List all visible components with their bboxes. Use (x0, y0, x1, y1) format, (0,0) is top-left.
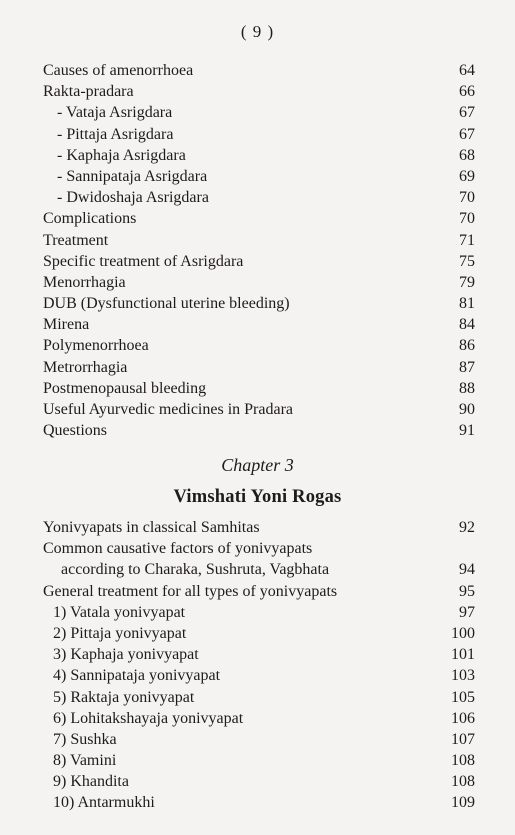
toc-entry-title: Polymenorrhoea (43, 337, 149, 355)
toc-entry-page-number: 106 (451, 709, 475, 727)
toc-entry (43, 729, 475, 750)
toc-entry-title: 10) Antarmukhi (53, 794, 155, 812)
toc-entry-page-number: 103 (451, 667, 475, 685)
toc-entry (43, 559, 475, 580)
toc-entry (43, 581, 475, 602)
toc-entry (43, 187, 475, 208)
table-of-contents-section-2 (43, 517, 475, 814)
toc-entry-page-number: 81 (459, 295, 475, 313)
toc-entry-title: Postmenopausal bleeding (43, 379, 207, 397)
toc-entry-page-number: 71 (459, 231, 475, 249)
toc-entry-title: Common causative factors of yonivyapats (43, 540, 313, 558)
toc-entry (43, 60, 475, 81)
toc-entry (43, 602, 475, 623)
toc-entry-page-number: 91 (459, 422, 475, 440)
toc-entry-title: - Sannipataja Asrigdara (57, 167, 208, 185)
toc-entry-page-number: 84 (459, 316, 475, 334)
toc-entry-page-number: 107 (451, 730, 475, 748)
toc-entry (43, 208, 475, 229)
toc-entry-title: 9) Khandita (53, 773, 129, 791)
toc-entry-title: Questions (43, 422, 107, 440)
toc-entry (43, 81, 475, 102)
toc-entry (43, 399, 475, 420)
toc-entry-page-number: 70 (459, 210, 475, 228)
toc-entry (43, 145, 475, 166)
toc-entry-title: Rakta-pradara (43, 83, 134, 101)
toc-entry (43, 792, 475, 813)
toc-entry-page-number: 90 (459, 401, 475, 418)
toc-entry-title: 5) Raktaja yonivyapat (53, 688, 195, 706)
toc-entry-page-number: 67 (459, 104, 475, 122)
toc-entry (43, 166, 475, 187)
toc-entry-page-number: 94 (459, 561, 475, 579)
toc-entry (43, 644, 475, 665)
toc-entry-page-number: 108 (451, 752, 475, 770)
toc-entry-title: - Pittaja Asrigdara (57, 125, 174, 143)
toc-entry (43, 538, 475, 559)
toc-entry-page-number: 88 (459, 379, 475, 397)
toc-entry-page-number: 100 (451, 624, 475, 642)
toc-entry-page-number: 75 (459, 252, 475, 270)
toc-entry (43, 517, 475, 538)
toc-entry-title: Complications (43, 210, 137, 228)
toc-entry-page-number: 79 (459, 273, 475, 291)
toc-entry-title: Menorrhagia (43, 273, 126, 291)
toc-entry-title: Causes of amenorrhoea (43, 62, 194, 79)
toc-entry (43, 771, 475, 792)
toc-entry-page-number: 87 (459, 358, 475, 376)
toc-entry-page-number: 95 (459, 582, 475, 600)
toc-entry-title: Metrorrhagia (43, 358, 128, 376)
toc-entry-page-number: 67 (459, 125, 475, 143)
toc-entry (43, 420, 475, 441)
toc-entry (43, 314, 475, 335)
toc-entry (43, 750, 475, 771)
toc-entry (43, 272, 475, 293)
toc-entry (43, 102, 475, 123)
toc-entry-page-number: 92 (459, 519, 475, 536)
toc-entry-title: 6) Lohitakshayaja yonivyapat (53, 709, 244, 727)
toc-entry-title: Mirena (43, 316, 90, 334)
toc-entry (43, 708, 475, 729)
table-of-contents-section-1 (43, 60, 475, 441)
toc-entry-page-number: 64 (459, 62, 475, 79)
toc-entry-title: - Vataja Asrigdara (57, 104, 173, 122)
page-number: ( 9 ) (240, 22, 275, 41)
toc-entry-page-number: 101 (451, 646, 475, 664)
toc-entry-title: 4) Sannipataja yonivyapat (53, 667, 221, 685)
toc-entry-title: General treatment for all types of yonivyapats (43, 582, 338, 600)
toc-entry-page-number: 105 (451, 688, 475, 706)
toc-entry-page-number: 66 (459, 83, 475, 101)
toc-entry (43, 293, 475, 314)
toc-entry-page-number: 109 (451, 794, 475, 812)
toc-entry-title: 2) Pittaja yonivyapat (53, 624, 187, 642)
toc-entry-page-number: 97 (459, 603, 475, 621)
toc-entry-title: according to Charaka, Sushruta, Vagbhata (61, 561, 330, 579)
toc-entry-title: DUB (Dysfunctional uterine bleeding) (43, 295, 290, 313)
toc-entry-title: - Kaphaja Asrigdara (57, 146, 186, 164)
toc-entry-title: Specific treatment of Asrigdara (43, 252, 244, 270)
toc-entry-title: 1) Vatala yonivyapat (53, 603, 186, 621)
toc-entry (43, 124, 475, 145)
toc-entry-title: Treatment (43, 231, 109, 249)
toc-entry (43, 357, 475, 378)
toc-entry (43, 251, 475, 272)
toc-entry-page-number: 68 (459, 146, 475, 164)
toc-entry-title: 7) Sushka (53, 730, 117, 748)
toc-entry-page-number: 86 (459, 337, 475, 355)
toc-entry (43, 665, 475, 686)
toc-entry (43, 623, 475, 644)
toc-entry (43, 378, 475, 399)
toc-entry (43, 335, 475, 356)
toc-entry-title: - Dwidoshaja Asrigdara (57, 189, 209, 207)
toc-entry-page-number: 69 (459, 167, 475, 185)
chapter-label: Chapter 3 (221, 455, 294, 475)
toc-entry (43, 687, 475, 708)
toc-entry-title: Yonivyapats in classical Samhitas (43, 519, 260, 536)
toc-entry-title: Useful Ayurvedic medicines in Pradara (43, 401, 294, 418)
chapter-title: Vimshati Yoni Rogas (173, 487, 342, 507)
toc-entry-title: 3) Kaphaja yonivyapat (53, 646, 199, 664)
toc-entry-page-number: 108 (451, 773, 475, 791)
toc-entry (43, 230, 475, 251)
toc-entry-title: 8) Vamini (53, 752, 117, 770)
toc-entry-page-number: 70 (459, 189, 475, 207)
